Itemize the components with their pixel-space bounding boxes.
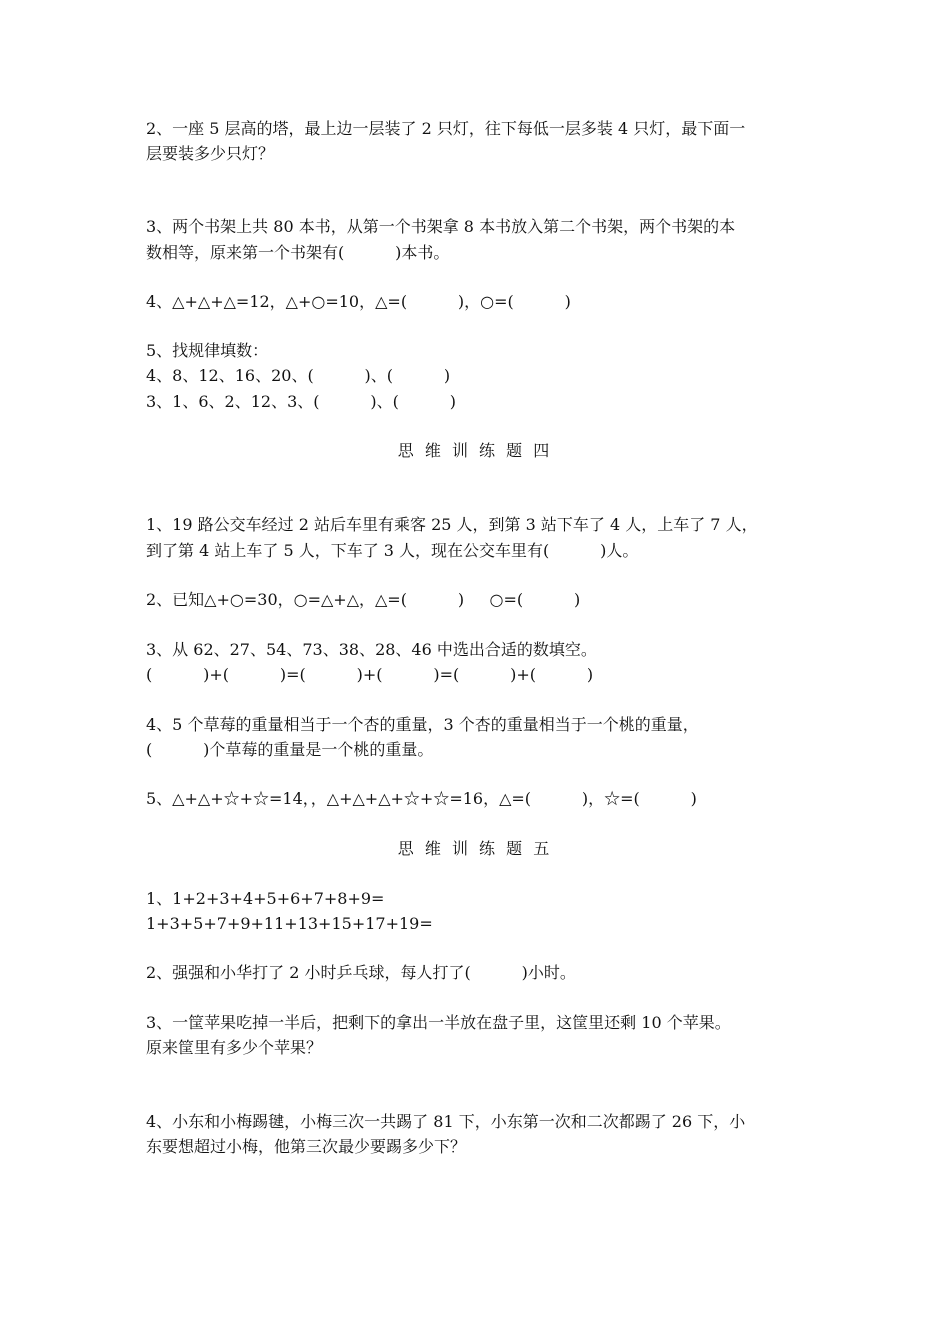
s4-q5-line1: 5、△+△+☆+☆=14，，△+△+△+☆+☆=16，△=( )，☆=( ) xyxy=(146,789,697,808)
s4-q1-line2: 到了第 4 站上车了 5 人，下车了 3 人，现在公交车里有( )人。 xyxy=(146,541,639,560)
s5-q4-line1: 4、小东和小梅踢毽，小梅三次一共踢了 81 下，小东第一次和二次都踢了 26 下，小 xyxy=(146,1112,746,1131)
s3-q5-line3: 3、1、6、2、12、3、( )、( ) xyxy=(146,392,456,411)
s4-q1-line1: 1、19 路公交车经过 2 站后车里有乘客 25 人，到第 3 站下车了 4 人，上车了 7 人， xyxy=(146,515,758,534)
s5-q3-line2: 原来筐里有多少个苹果？ xyxy=(146,1038,323,1057)
section-title-4: 思 维 训 练 题 四 xyxy=(397,441,553,460)
s4-q4-line2: ( )个草莓的重量是一个桃的重量。 xyxy=(146,740,434,759)
s3-q5-line2: 4、8、12、16、20、( )、( ) xyxy=(146,366,451,385)
s3-q3-line2: 数相等，原来第一个书架有( )本书。 xyxy=(146,243,450,262)
s5-q1-line1: 1、1+2+3+4+5+6+7+8+9= xyxy=(146,889,385,908)
s5-q3-line1: 3、一筐苹果吃掉一半后，把剩下的拿出一半放在盘子里，这筐里还剩 10 个苹果。 xyxy=(146,1013,731,1032)
s3-q2-line2: 层要装多少只灯？ xyxy=(146,144,275,163)
s4-q3-line1: 3、从 62、27、54、73、38、28、46 中选出合适的数填空。 xyxy=(146,640,597,659)
s3-q2-line1: 2、一座 5 层高的塔，最上边一层装了 2 只灯，往下每低一层多装 4 只灯，最下面一 xyxy=(146,119,746,138)
section-title-5: 思 维 训 练 题 五 xyxy=(397,839,553,858)
s5-q4-line2: 东要想超过小梅，他第三次最少要踢多少下？ xyxy=(146,1137,467,1156)
s3-q5-line1: 5、找规律填数： xyxy=(146,341,269,360)
s5-q1-line2: 1+3+5+7+9+11+13+15+17+19= xyxy=(146,914,433,933)
s3-q3-line1: 3、两个书架上共 80 本书，从第一个书架拿 8 本书放入第二个书架，两个书架的本 xyxy=(146,217,736,236)
s4-q3-line2: ( )+( )=( )+( )=( )+( ) xyxy=(146,665,594,684)
s5-q2-line1: 2、强强和小华打了 2 小时乒乓球，每人打了( )小时。 xyxy=(146,963,576,982)
s3-q4-line1: 4、△+△+△=12，△+○=10，△=( )，○=( ) xyxy=(146,292,571,311)
s4-q4-line1: 4、5 个草莓的重量相当于一个杏的重量，3 个杏的重量相当于一个桃的重量， xyxy=(146,715,699,734)
s4-q2-line1: 2、已知△+○=30，○=△+△，△=( ) ○=( ) xyxy=(146,590,581,609)
